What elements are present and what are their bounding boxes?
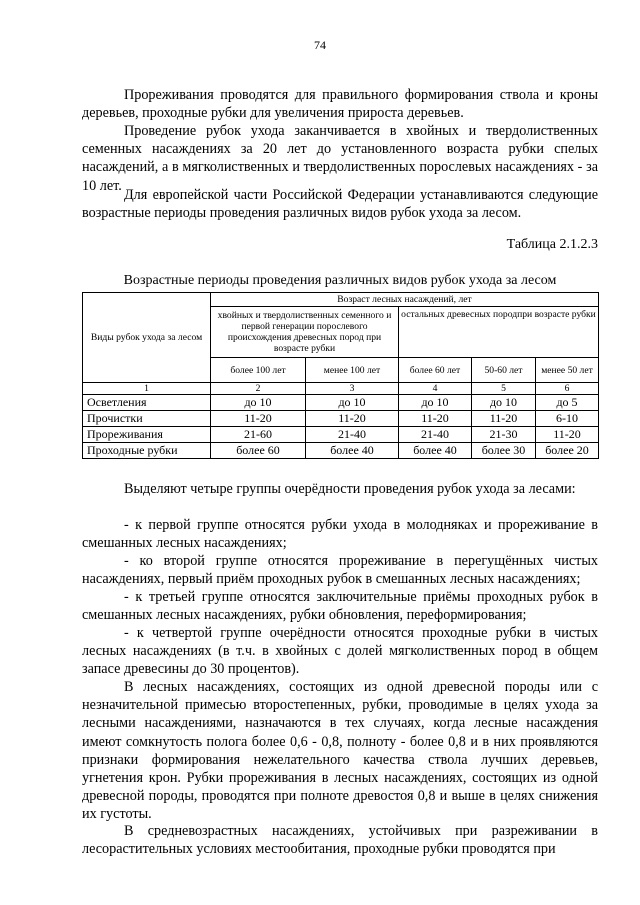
paragraph-single-species: В лесных насаждениях, состоящих из одной древесной породы или с незначительной примесью второстепенных, рубки, проводимые в целях ухода за лесными насаждениями, назначаются в тех случаях, когда лесные насаждения имеют сомкнутость полога более 0,6 - 0,8, полноту - более 0,8 и в них проявляются признаки формирования нежелательного качества ствола лучших деревьев, угнетения крон. Рубки прореживания в лесных насаждениях, состоящих из одной древесной породы, проводятся при полноте древостоя 0,8 и выше в целях снижения их густоты. bbox=[82, 679, 598, 823]
table-cell: до 10 bbox=[399, 395, 472, 411]
table-cell: 21-40 bbox=[399, 427, 472, 443]
sub-header: более 60 лет bbox=[399, 358, 472, 383]
table-cell: 11-20 bbox=[472, 411, 536, 427]
paragraph-group-4: - к четвертой группе очерёдности относятся проходные рубки в чистых лесных насаждениях (в т.ч. в хвойных с долей мягколиственных пород в общем запасе древесины до 30 процентов). bbox=[82, 625, 598, 678]
paragraph-group-1: - к первой группе относятся рубки ухода в молодняках и прореживание в смешанных лесных насаждениях; bbox=[82, 517, 598, 552]
table-cell: до 10 bbox=[306, 395, 399, 411]
table-row bbox=[83, 443, 599, 459]
table-cell: 6-10 bbox=[536, 411, 599, 427]
header-age: Возраст лесных насаждений, лет bbox=[211, 293, 599, 307]
paragraph-thinning: Прореживания проводятся для правильного формирования ствола и кроны деревьев, проходные рубки для увеличения прироста деревьев. bbox=[82, 87, 598, 122]
header-types: Виды рубок ухода за лесом bbox=[83, 293, 211, 383]
paragraph-european-part: Для европейской части Российской Федерации устанавливаются следующие возрастные периоды проведения различных видов рубок ухода за лесом. bbox=[82, 187, 598, 222]
paragraph-group-3: - к третьей группе относятся заключительные приёмы проходных рубок в смешанных лесных насаждениях, рубки обновления, переформирования; bbox=[82, 589, 598, 624]
sub-header: менее 100 лет bbox=[306, 358, 399, 383]
table-cell: более 60 bbox=[211, 443, 306, 459]
sub-header: менее 50 лет bbox=[536, 358, 599, 383]
table-cell: 21-30 bbox=[472, 427, 536, 443]
paragraph-middle-aged: В средневозрастных насаждениях, устойчивых при разреживании в лесорастительных условиях местообитания, проходные рубки проводятся при bbox=[82, 823, 598, 858]
table-cell: до 5 bbox=[536, 395, 599, 411]
row-name: Осветления bbox=[83, 395, 211, 411]
table-cell: 21-60 bbox=[211, 427, 306, 443]
header-group-other: остальных древесных породпри возрасте рубки bbox=[399, 307, 599, 358]
table-row bbox=[83, 395, 599, 411]
table-cell: 11-20 bbox=[306, 411, 399, 427]
column-number: 1 bbox=[83, 383, 211, 395]
table-row bbox=[83, 427, 599, 443]
table-caption: Возрастные периоды проведения различных видов рубок ухода за лесом bbox=[123, 273, 557, 288]
row-name: Прочистки bbox=[83, 411, 211, 427]
table-row bbox=[83, 411, 599, 427]
row-name: Прореживания bbox=[83, 427, 211, 443]
table-label: Таблица 2.1.2.3 bbox=[506, 237, 598, 252]
paragraph-groups-intro: Выделяют четыре группы очерёдности проведения рубок ухода за лесами: bbox=[124, 481, 576, 497]
table-cell: более 20 bbox=[536, 443, 599, 459]
table-cell: до 10 bbox=[211, 395, 306, 411]
sub-header: более 100 лет bbox=[211, 358, 306, 383]
table-cell: более 30 bbox=[472, 443, 536, 459]
header-group-coniferous: хвойных и твердолиственных семенного и первой генерации порослевого происхождения древесных пород при возрасте рубки bbox=[211, 307, 399, 358]
table-cell: 11-20 bbox=[399, 411, 472, 427]
column-number: 5 bbox=[472, 383, 536, 395]
page-number: 74 bbox=[314, 38, 326, 52]
paragraph-group-2: - ко второй группе относятся прореживание в перегущённых чистых насаждениях, первый приём проходных рубок в смешанных лесных насаждениях; bbox=[82, 553, 598, 588]
row-name: Проходные рубки bbox=[83, 443, 211, 459]
age-periods-table bbox=[82, 292, 599, 459]
paragraph-end-of-thinning: Проведение рубок ухода заканчивается в хвойных и твердолиственных семенных насаждениях за 20 лет до установленного возраста рубки спелых насаждений, а в мягколиственных и твердолиственных порослевых насаждениях - за 10 лет. bbox=[82, 123, 598, 194]
column-number: 6 bbox=[536, 383, 599, 395]
table-cell: 11-20 bbox=[211, 411, 306, 427]
sub-header: 50-60 лет bbox=[472, 358, 536, 383]
table-cell: до 10 bbox=[472, 395, 536, 411]
table-cell: 21-40 bbox=[306, 427, 399, 443]
column-number: 4 bbox=[399, 383, 472, 395]
table-cell: более 40 bbox=[306, 443, 399, 459]
column-number: 3 bbox=[306, 383, 399, 395]
table-cell: более 40 bbox=[399, 443, 472, 459]
column-number: 2 bbox=[211, 383, 306, 395]
table-cell: 11-20 bbox=[536, 427, 599, 443]
